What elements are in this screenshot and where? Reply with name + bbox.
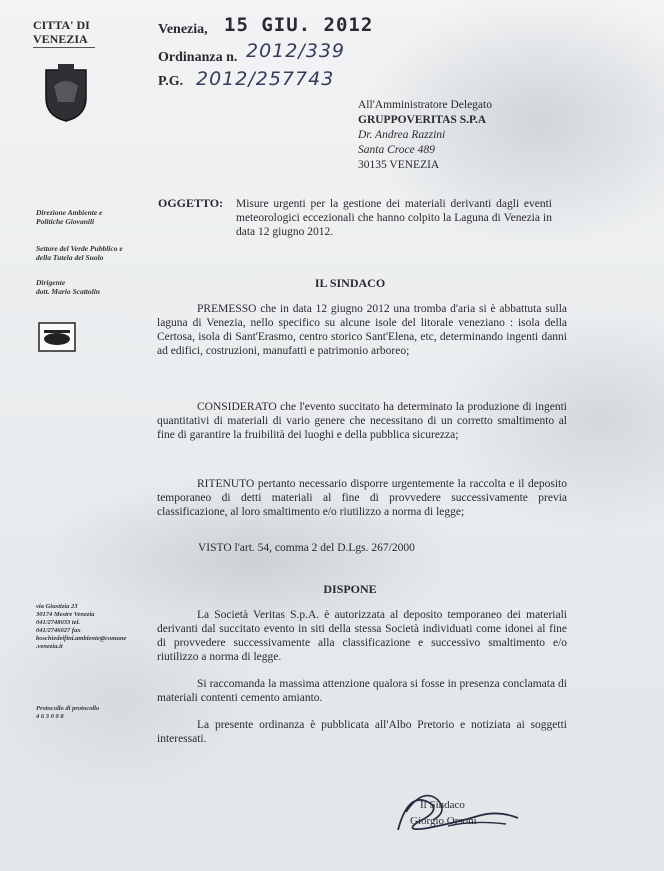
sidebar-text: 041/2746027 fax <box>36 627 81 634</box>
sidebar-contacts <box>36 603 156 651</box>
dispone-paragraph-1: La Società Veritas S.p.A. è autorizzata al deposito temporaneo dei materiali derivanti dal succitato evento in siti della stessa Società individuati come idonei al fine di provvedere successivamente alla classificazione e successivo smaltimento e/o riutilizzo a norma di legge. <box>157 609 567 663</box>
recipient-line-2: GRUPPOVERITAS S.P.A <box>358 114 487 126</box>
sidebar-text: Dirigente <box>36 278 66 287</box>
pg-number: 2012/257743 <box>196 68 335 90</box>
ordinanza-label: Ordinanza n. <box>158 50 238 65</box>
venezia-label: Venezia, <box>158 22 208 37</box>
sidebar-text: via Giustizia 23 <box>36 603 78 610</box>
handwritten-signature-icon <box>388 782 528 842</box>
pg-label: P.G. <box>158 74 184 89</box>
sidebar-manager <box>36 278 156 296</box>
city-line-2: VENEZIA <box>33 32 88 46</box>
sidebar-text: .venezia.it <box>36 643 63 650</box>
sidebar-text: Politiche Giovanili <box>36 217 95 226</box>
recipient-line-4: Santa Croce 489 <box>358 144 435 156</box>
sidebar-text: 30174 Mestre Venezia <box>36 611 95 618</box>
sidebar-text: 4 6 3 0 0 8 <box>36 713 64 720</box>
sidebar-text: Direzione Ambiente e <box>36 208 103 217</box>
city-underline <box>33 47 95 48</box>
city-name <box>33 18 90 46</box>
dispone-paragraph-3: La presente ordinanza è pubblicata all'Albo Pretorio e notiziata ai soggetti interessati. <box>157 719 567 745</box>
sidebar-text: 041/2748033 tel. <box>36 619 81 626</box>
sidebar-text: boschiedeifini.ambiente@comune <box>36 635 127 642</box>
sidebar-text: dott. Mario Scattolin <box>36 287 100 296</box>
recipient-line-5: 30135 VENEZIA <box>358 159 440 171</box>
sidebar-text: Settore del Verde Pubblico e <box>36 244 123 253</box>
sidebar-text: della Tutela del Suolo <box>36 253 104 262</box>
paragraph-considerato: CONSIDERATO che l'evento succitato ha determinato la produzione di ingenti quantitativi di materiali di vario genere che necessitano di un corretto smaltimento al fine di garantire la fruibilità dei luoghi e della pubblica sicurezza; <box>157 401 567 441</box>
date-stamp: 15 GIU. 2012 <box>224 14 374 36</box>
paragraph-visto: VISTO l'art. 54, comma 2 del D.Lgs. 267/2000 <box>198 542 415 554</box>
recipient-line-3: Dr. Andrea Razzini <box>358 129 446 141</box>
recipient-address <box>358 98 492 173</box>
signature-title: Il Sindaco <box>420 799 465 811</box>
sidebar-protocol <box>36 705 156 721</box>
signature-name: Giorgio Orsoni <box>410 815 477 827</box>
paragraph-premesso: PREMESSO che in data 12 giugno 2012 una tromba d'aria si è abbattuta sulla laguna di Venezia, nello specifico su alcune isole del litorale veneziano : isola della Certosa, isola di Sant'Erasmo, centro storico Sant'Elena, etc, determinando ingenti danni ad edifici, costruzioni, manufatti e patrimonio arboreo; <box>157 303 567 357</box>
dispone-paragraph-2: Si raccomanda la massima attenzione qualora si fosse in presenza conclamata di materiali contenti cemento amianto. <box>157 678 567 704</box>
heading-dispone: DISPONE <box>323 582 377 596</box>
coat-of-arms-icon <box>44 62 88 122</box>
sidebar-department <box>36 208 156 226</box>
paragraph-ritenuto: RITENUTO pertanto necessario disporre urgentemente la raccolta e il deposito temporaneo di detti materiali al fine di provvedere successivamente previa classificazione, al loro smaltimento e/o riutilizzo a norma di legge; <box>157 478 567 518</box>
subject-label: OGGETTO: <box>158 196 224 210</box>
subject-text: Misure urgenti per la gestione dei materiali derivanti dagli eventi meteorologici eccezionali che hanno colpito la Laguna di Venezia in data 12 giugno 2012. <box>236 198 552 238</box>
department-logo-icon <box>38 322 76 352</box>
ordinanza-number: 2012/339 <box>246 40 346 62</box>
sidebar-text: Protocollo di protocollo <box>36 705 100 712</box>
city-line-1: CITTA' DI <box>33 18 90 32</box>
sidebar-sector <box>36 244 156 262</box>
recipient-line-1: All'Amministratore Delegato <box>358 99 492 111</box>
heading-sindaco: IL SINDACO <box>314 276 386 290</box>
